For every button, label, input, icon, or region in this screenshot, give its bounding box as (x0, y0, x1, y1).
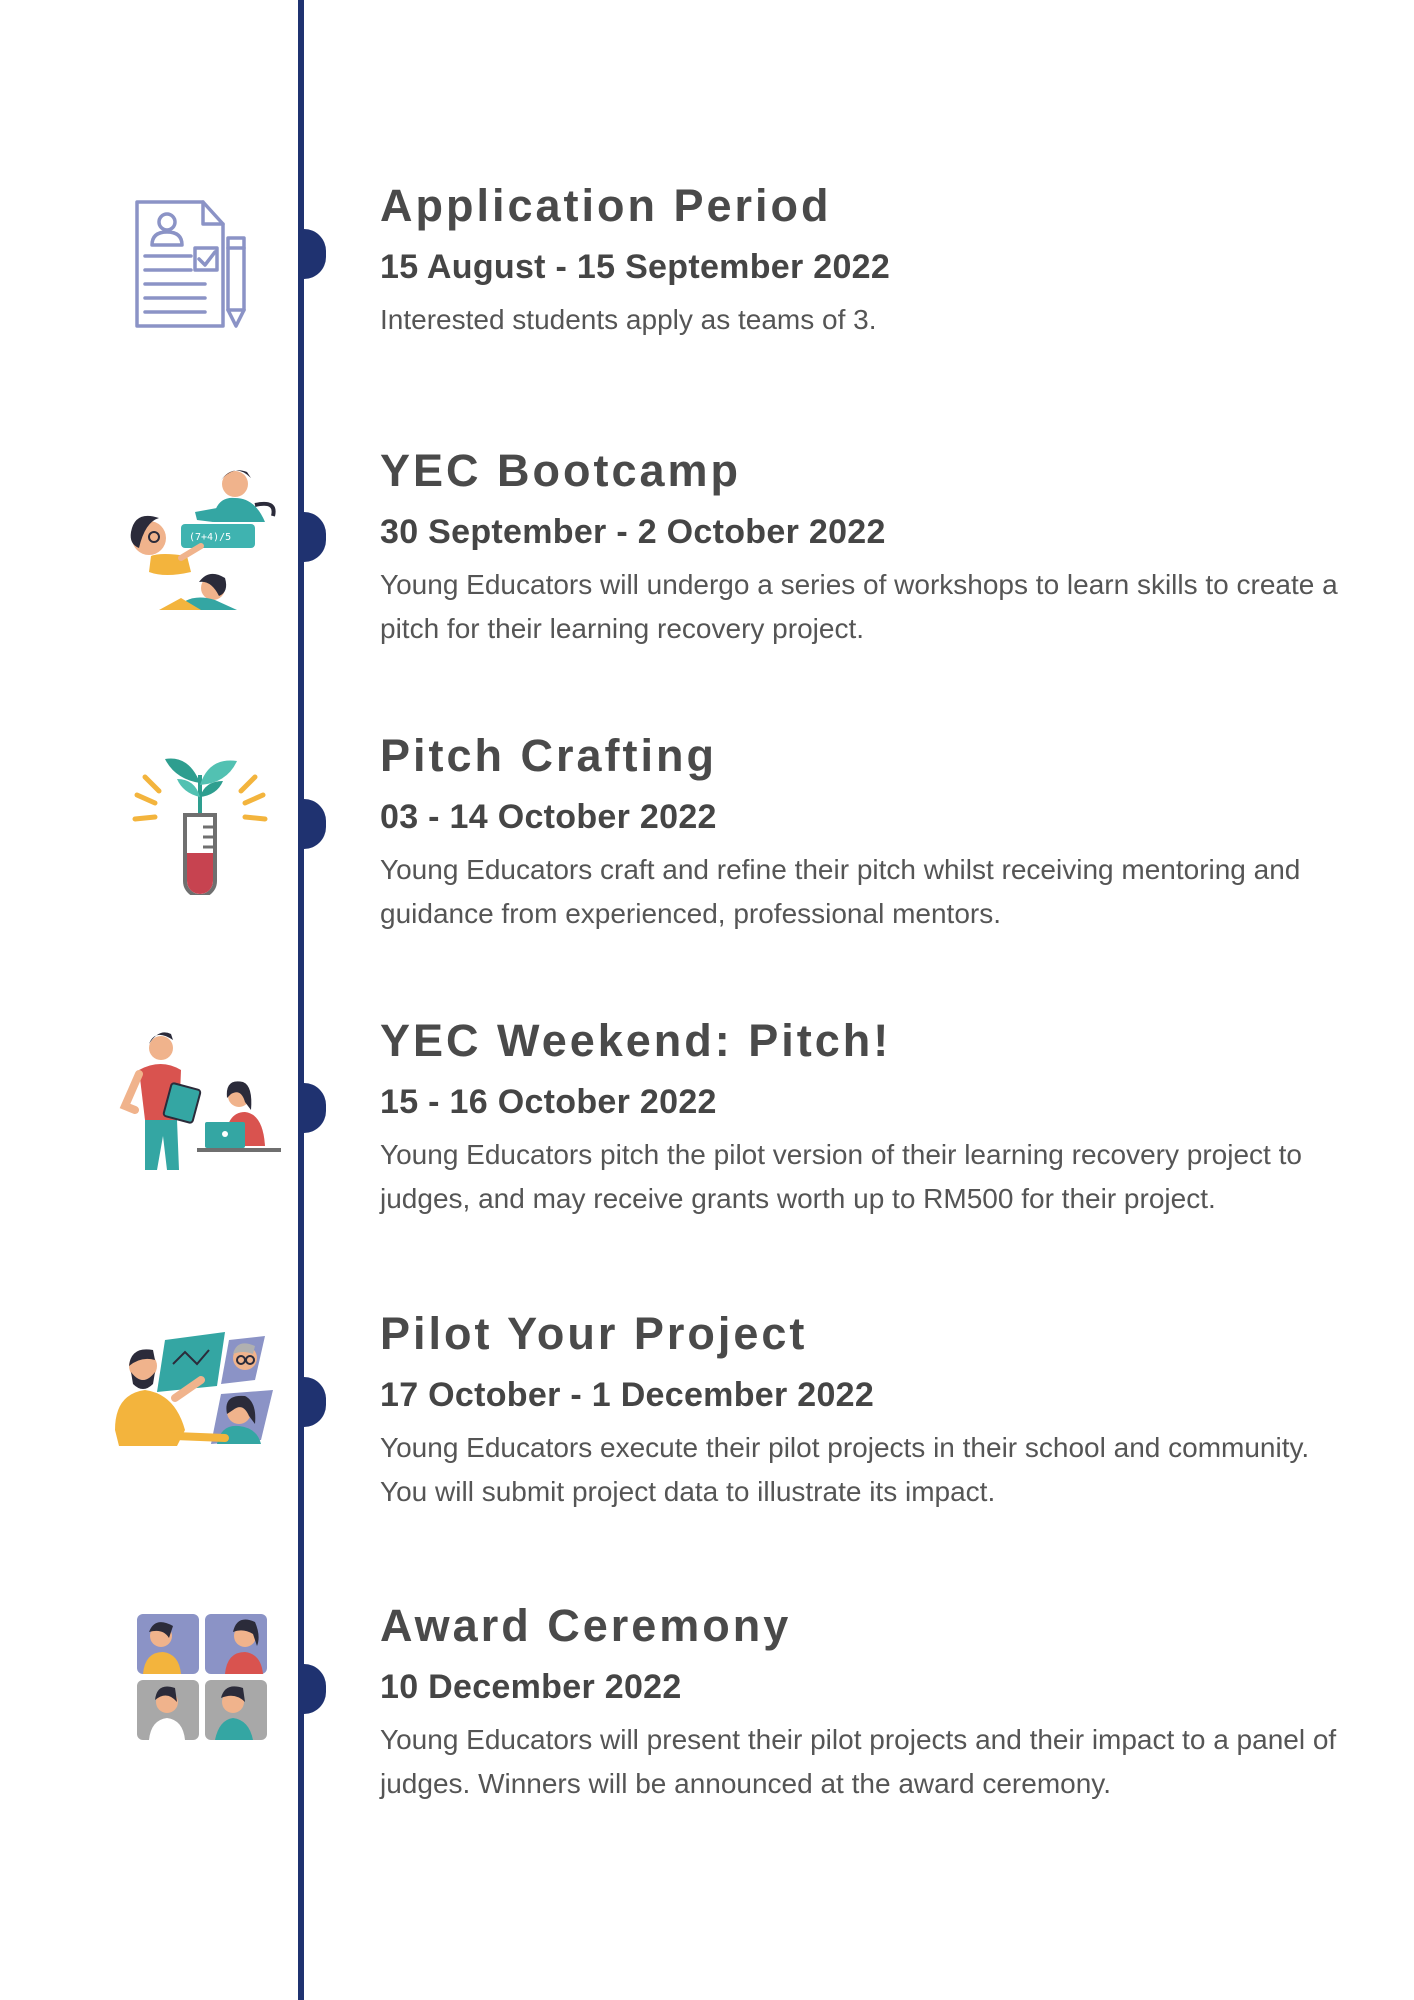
teacher-and-students-icon (105, 1310, 295, 1470)
entry-title: YEC Bootcamp (380, 445, 742, 496)
entry-description: Young Educators craft and refine their pitch whilst receiving mentoring and guidance from experienced, professional mentors. (380, 854, 1301, 929)
workshop-people-icon (105, 460, 295, 620)
entry-date: 03 - 14 October 2022 (380, 798, 717, 836)
timeline-marker (304, 799, 326, 849)
timeline-entry-application-period (380, 180, 1340, 342)
entry-description: Young Educators will present their pilot projects and their impact to a panel of judges. Winners will be announced at the award ceremony. (380, 1724, 1337, 1799)
timeline-entry-pitch-crafting (380, 730, 1340, 936)
timeline-entry-yec-bootcamp (380, 445, 1340, 651)
entry-title: Pitch Crafting (380, 730, 718, 781)
entry-title: Application Period (380, 180, 832, 231)
svg-text:(7+4)/5: (7+4)/5 (189, 532, 232, 543)
entry-title: YEC Weekend: Pitch! (380, 1015, 892, 1066)
entry-description: Interested students apply as teams of 3. (380, 304, 877, 335)
timeline-marker (304, 1083, 326, 1133)
entry-date: 15 - 16 October 2022 (380, 1083, 717, 1121)
application-form-icon (105, 190, 295, 350)
timeline-marker (304, 512, 326, 562)
timeline-marker (304, 1664, 326, 1714)
timeline-entry-pilot-your-project (380, 1308, 1340, 1514)
timeline-marker (304, 1377, 326, 1427)
timeline-entry-award-ceremony (380, 1600, 1340, 1806)
timeline-entry-yec-weekend-pitch (380, 1015, 1340, 1221)
entry-date: 15 August - 15 September 2022 (380, 248, 891, 286)
video-call-grid-icon (105, 1598, 295, 1758)
presenter-and-laptop-icon (105, 1020, 295, 1180)
sprouting-test-tube-icon (105, 735, 295, 895)
entry-description: Young Educators will undergo a series of workshops to learn skills to create a pitch for their learning recovery project. (380, 569, 1338, 644)
entry-description: Young Educators pitch the pilot version of their learning recovery project to judges, and may receive grants worth up to RM500 for their project. (380, 1139, 1302, 1214)
entry-date: 10 December 2022 (380, 1668, 682, 1706)
entry-title: Pilot Your Project (380, 1308, 808, 1359)
timeline-marker (304, 229, 326, 279)
entry-date: 17 October - 1 December 2022 (380, 1376, 875, 1414)
entry-date: 30 September - 2 October 2022 (380, 513, 886, 551)
entry-description: Young Educators execute their pilot projects in their school and community. You will submit project data to illustrate its impact. (380, 1432, 1310, 1507)
entry-title: Award Ceremony (380, 1600, 792, 1651)
